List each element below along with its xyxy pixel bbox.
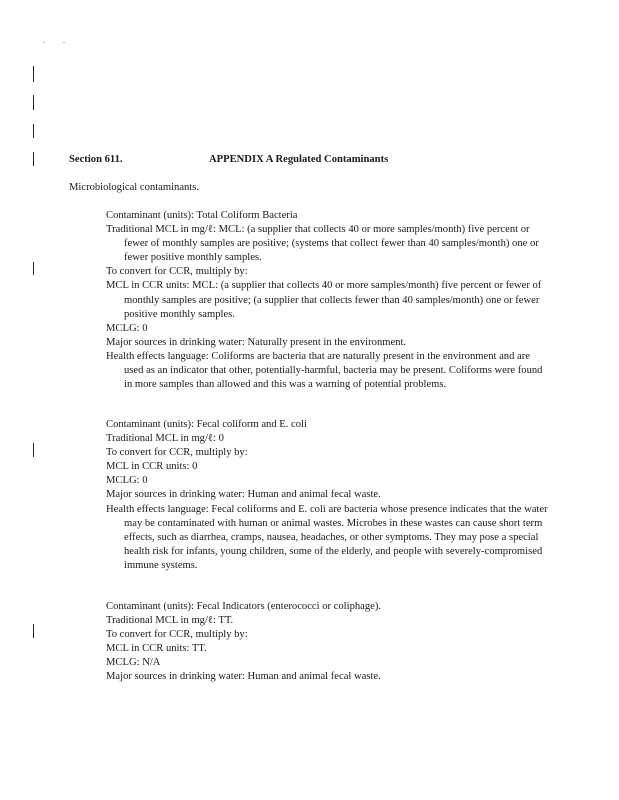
convert-factor: To convert for CCR, multiply by: xyxy=(106,266,248,278)
contaminant-name: Contaminant (units): Fecal Indicators (enterococci or coliphage). xyxy=(106,601,382,612)
revision-bar xyxy=(33,624,34,638)
mcl-ccr-units: MCL in CCR units: MCL: (a supplier that collects 40 or more samples/month) five percent or fewer of monthly samples are positive; (a supplier that collects fewer than 40 samples/month) one or fewer positive monthly samples. xyxy=(106,280,542,320)
health-effects: Health effects language: Fecal coliforms and E. coli are bacteria whose presence indicates that the water may be contaminated with human or animal wastes. Microbes in these wastes can cause short term effects, such as diarrhea, cramps, nausea, headaches, or other symptoms. They may pose a special health risk for infants, young children, some of the elderly, and people with severely-compromised immune systems. xyxy=(106,503,548,571)
mclg: MCLG: N/A xyxy=(106,657,161,669)
convert-factor: To convert for CCR, multiply by: xyxy=(106,447,248,459)
major-sources: Major sources in drinking water: Human and animal fecal waste. xyxy=(106,671,381,683)
appendix-title: APPENDIX A Regulated Contaminants xyxy=(209,154,389,165)
contaminant-block-total-coliform xyxy=(106,209,552,392)
section-number: Section 611. xyxy=(69,154,123,165)
traditional-mcl: Traditional MCL in mg/ℓ: TT. xyxy=(106,615,234,627)
mcl-ccr-units: MCL in CCR units: 0 xyxy=(106,461,198,473)
intro-heading: Microbiological contaminants. xyxy=(69,182,200,193)
mclg: MCLG: 0 xyxy=(106,322,148,334)
convert-factor: To convert for CCR, multiply by: xyxy=(106,629,248,641)
contaminant-name: Contaminant (units): Fecal coliform and E. coli xyxy=(106,419,307,430)
contaminant-block-fecal-coliform xyxy=(106,418,552,573)
revision-bar xyxy=(33,443,34,457)
mcl-ccr-units: MCL in CCR units: TT. xyxy=(106,643,207,655)
traditional-mcl: Traditional MCL in mg/ℓ: 0 xyxy=(106,433,224,445)
section-header xyxy=(69,154,388,165)
revision-bar xyxy=(33,262,34,275)
revision-bar xyxy=(33,66,34,82)
traditional-mcl: Traditional MCL in mg/ℓ: MCL: (a supplier that collects 40 or more samples/month) five percent or fewer of monthly samples are positive; (systems that collect fewer than 40 samples/month) one or fewer positive monthly samples. xyxy=(106,224,539,264)
revision-bar xyxy=(33,95,34,110)
contaminant-name: Contaminant (units): Total Coliform Bacteria xyxy=(106,210,298,221)
contaminant-block-fecal-indicators xyxy=(106,600,552,685)
page-marks: . . xyxy=(43,36,73,45)
revision-bar xyxy=(33,124,34,138)
major-sources: Major sources in drinking water: Human and animal fecal waste. xyxy=(106,489,381,501)
health-effects: Health effects language: Coliforms are bacteria that are naturally present in the environment and are used as an indicator that other, potentially-harmful, bacteria may be present. Coliforms were found in more samples than allowed and this was a warning of potential problems. xyxy=(106,350,543,391)
mclg: MCLG: 0 xyxy=(106,475,148,487)
revision-bar xyxy=(33,152,34,166)
major-sources: Major sources in drinking water: Naturally present in the environment. xyxy=(106,336,407,348)
